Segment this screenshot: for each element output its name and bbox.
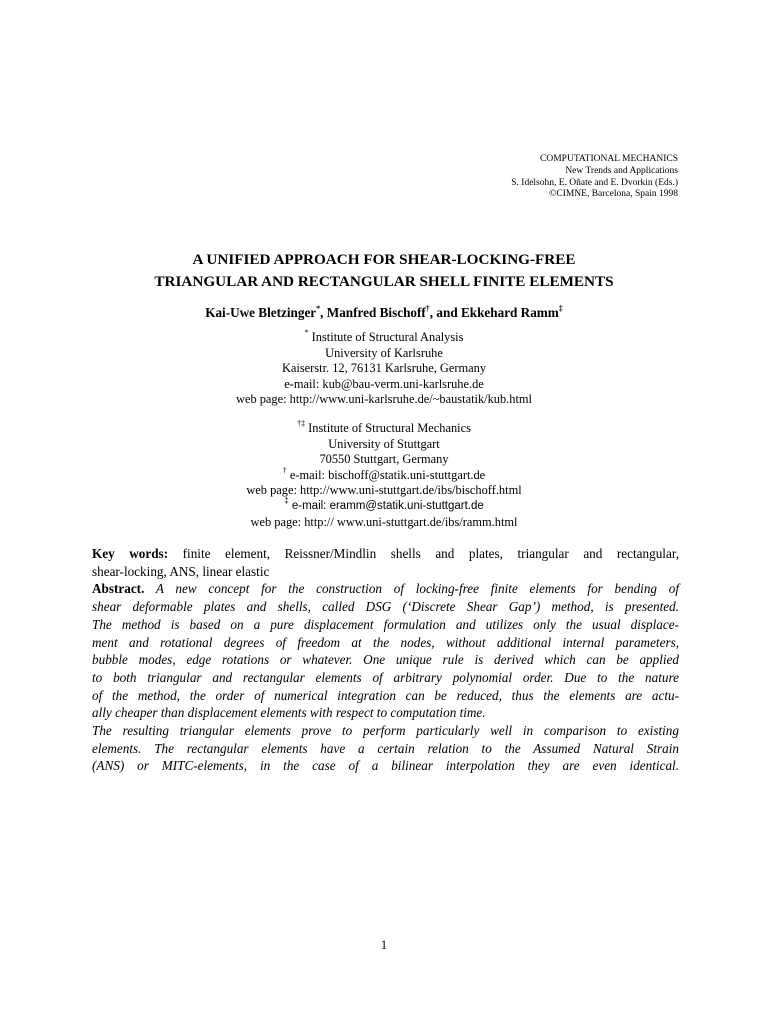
affiliation-1-university: University of Karlsruhe [325,345,443,360]
email-2-mark: ‡ [284,495,289,505]
publication-info [511,154,678,201]
author-list [0,304,768,322]
abstract-line: to both triangular and rectangular elements of arbitrary polynomial order. Due to the nature [92,669,679,685]
page-number: 1 [380,938,388,952]
title-line-2: TRIANGULAR AND RECTANGULAR SHELL FINITE ELEMENTS [154,273,614,290]
abstract-line: of the method, the order of numerical integration can be reduced, thus the elements are actu- [92,687,679,703]
journal-name: COMPUTATIONAL MECHANICS [540,154,678,164]
abstract-line: The resulting triangular elements prove to perform particularly well in comparison to existing [92,723,679,739]
keywords-label: Key words: [92,546,169,561]
affiliation-2-web-1: web page: http://www.uni-stuttgart.de/ibs/bischoff.html [246,483,522,498]
abstract-line: shear deformable plates and shells, called DSG (‘Discrete Shear Gap’) method, is presented. [92,599,679,615]
affiliation-2-email-1: † e-mail: bischoff@statik.uni-stuttgart.de [282,465,486,482]
abstract-label: Abstract. [92,581,145,597]
title-line-1: A UNIFIED APPROACH FOR SHEAR-LOCKING-FREE [192,251,576,268]
author-2-mark: † [425,304,430,313]
abstract-line: bubble modes, edge rotations or whatever. One unique rule is derived which can be applied [92,652,679,668]
affiliation-2-institute: †‡ Institute of Structural Mechanics [297,419,471,435]
abstract-line: ment and rotational degrees of freedom at the nodes, without additional internal parameters, [92,634,679,650]
affiliation-stuttgart [0,421,768,530]
affiliation-1-address: Kaiserstr. 12, 76131 Karlsruhe, Germany [281,361,487,376]
abstract-line: ally cheaper than displacement elements with respect to computation time. [92,705,486,721]
keywords-and-abstract [92,545,679,775]
journal-subtitle: New Trends and Applications [565,165,678,176]
author-3-mark: ‡ [558,304,563,313]
paper-title [0,249,768,293]
editors: S. Idelsohn, E. Oñate and E. Dvorkin (Eds.) [511,177,678,188]
affiliation-2-mark: †‡ [297,419,306,428]
affiliation-2-address: 70550 Stuttgart, Germany [319,452,449,467]
abstract-line: (ANS) or MITC-elements, in the case of a bilinear interpolation they are even identical. [92,758,679,774]
affiliation-1-institute: * Institute of Structural Analysis [304,328,464,344]
affiliation-karlsruhe [0,330,768,408]
affiliation-1-mark: * [304,328,309,337]
author-3: , and Ekkehard Ramm [429,305,559,320]
affiliation-1-email: e-mail: kub@bau-verm.uni-karlsruhe.de [284,376,484,391]
author-2: , Manfred Bischoff [320,305,426,320]
keywords-line-1: Key words: finite element, Reissner/Mindlin shells and plates, triangular and rectangular, [92,546,679,561]
affiliation-1-web: web page: http://www.uni-karlsruhe.de/~baustatik/kub.html [236,392,532,407]
copyright: ©CIMNE, Barcelona, Spain 1998 [549,189,678,200]
author-1-mark: * [316,304,321,313]
affiliation-2-web-2: web page: http:// www.uni-stuttgart.de/ibs/ramm.html [250,514,518,529]
affiliation-2-university: University of Stuttgart [328,436,440,451]
abstract-line: The method is based on a pure displacement formulation and utilizes only the usual displace- [92,616,679,632]
email-1-mark: † [282,465,287,475]
keywords-line-2: shear-locking, ANS, linear elastic [92,563,270,579]
affiliation-2-email-2: ‡ e-mail: eramm@statik.uni-stuttgart.de [284,495,484,512]
author-1: Kai-Uwe Bletzinger [205,305,317,320]
abstract-line: Abstract. A new concept for the construction of locking-free finite elements for bending of [92,581,679,597]
abstract-line: elements. The rectangular elements have a certain relation to the Assumed Natural Strain [92,740,679,756]
